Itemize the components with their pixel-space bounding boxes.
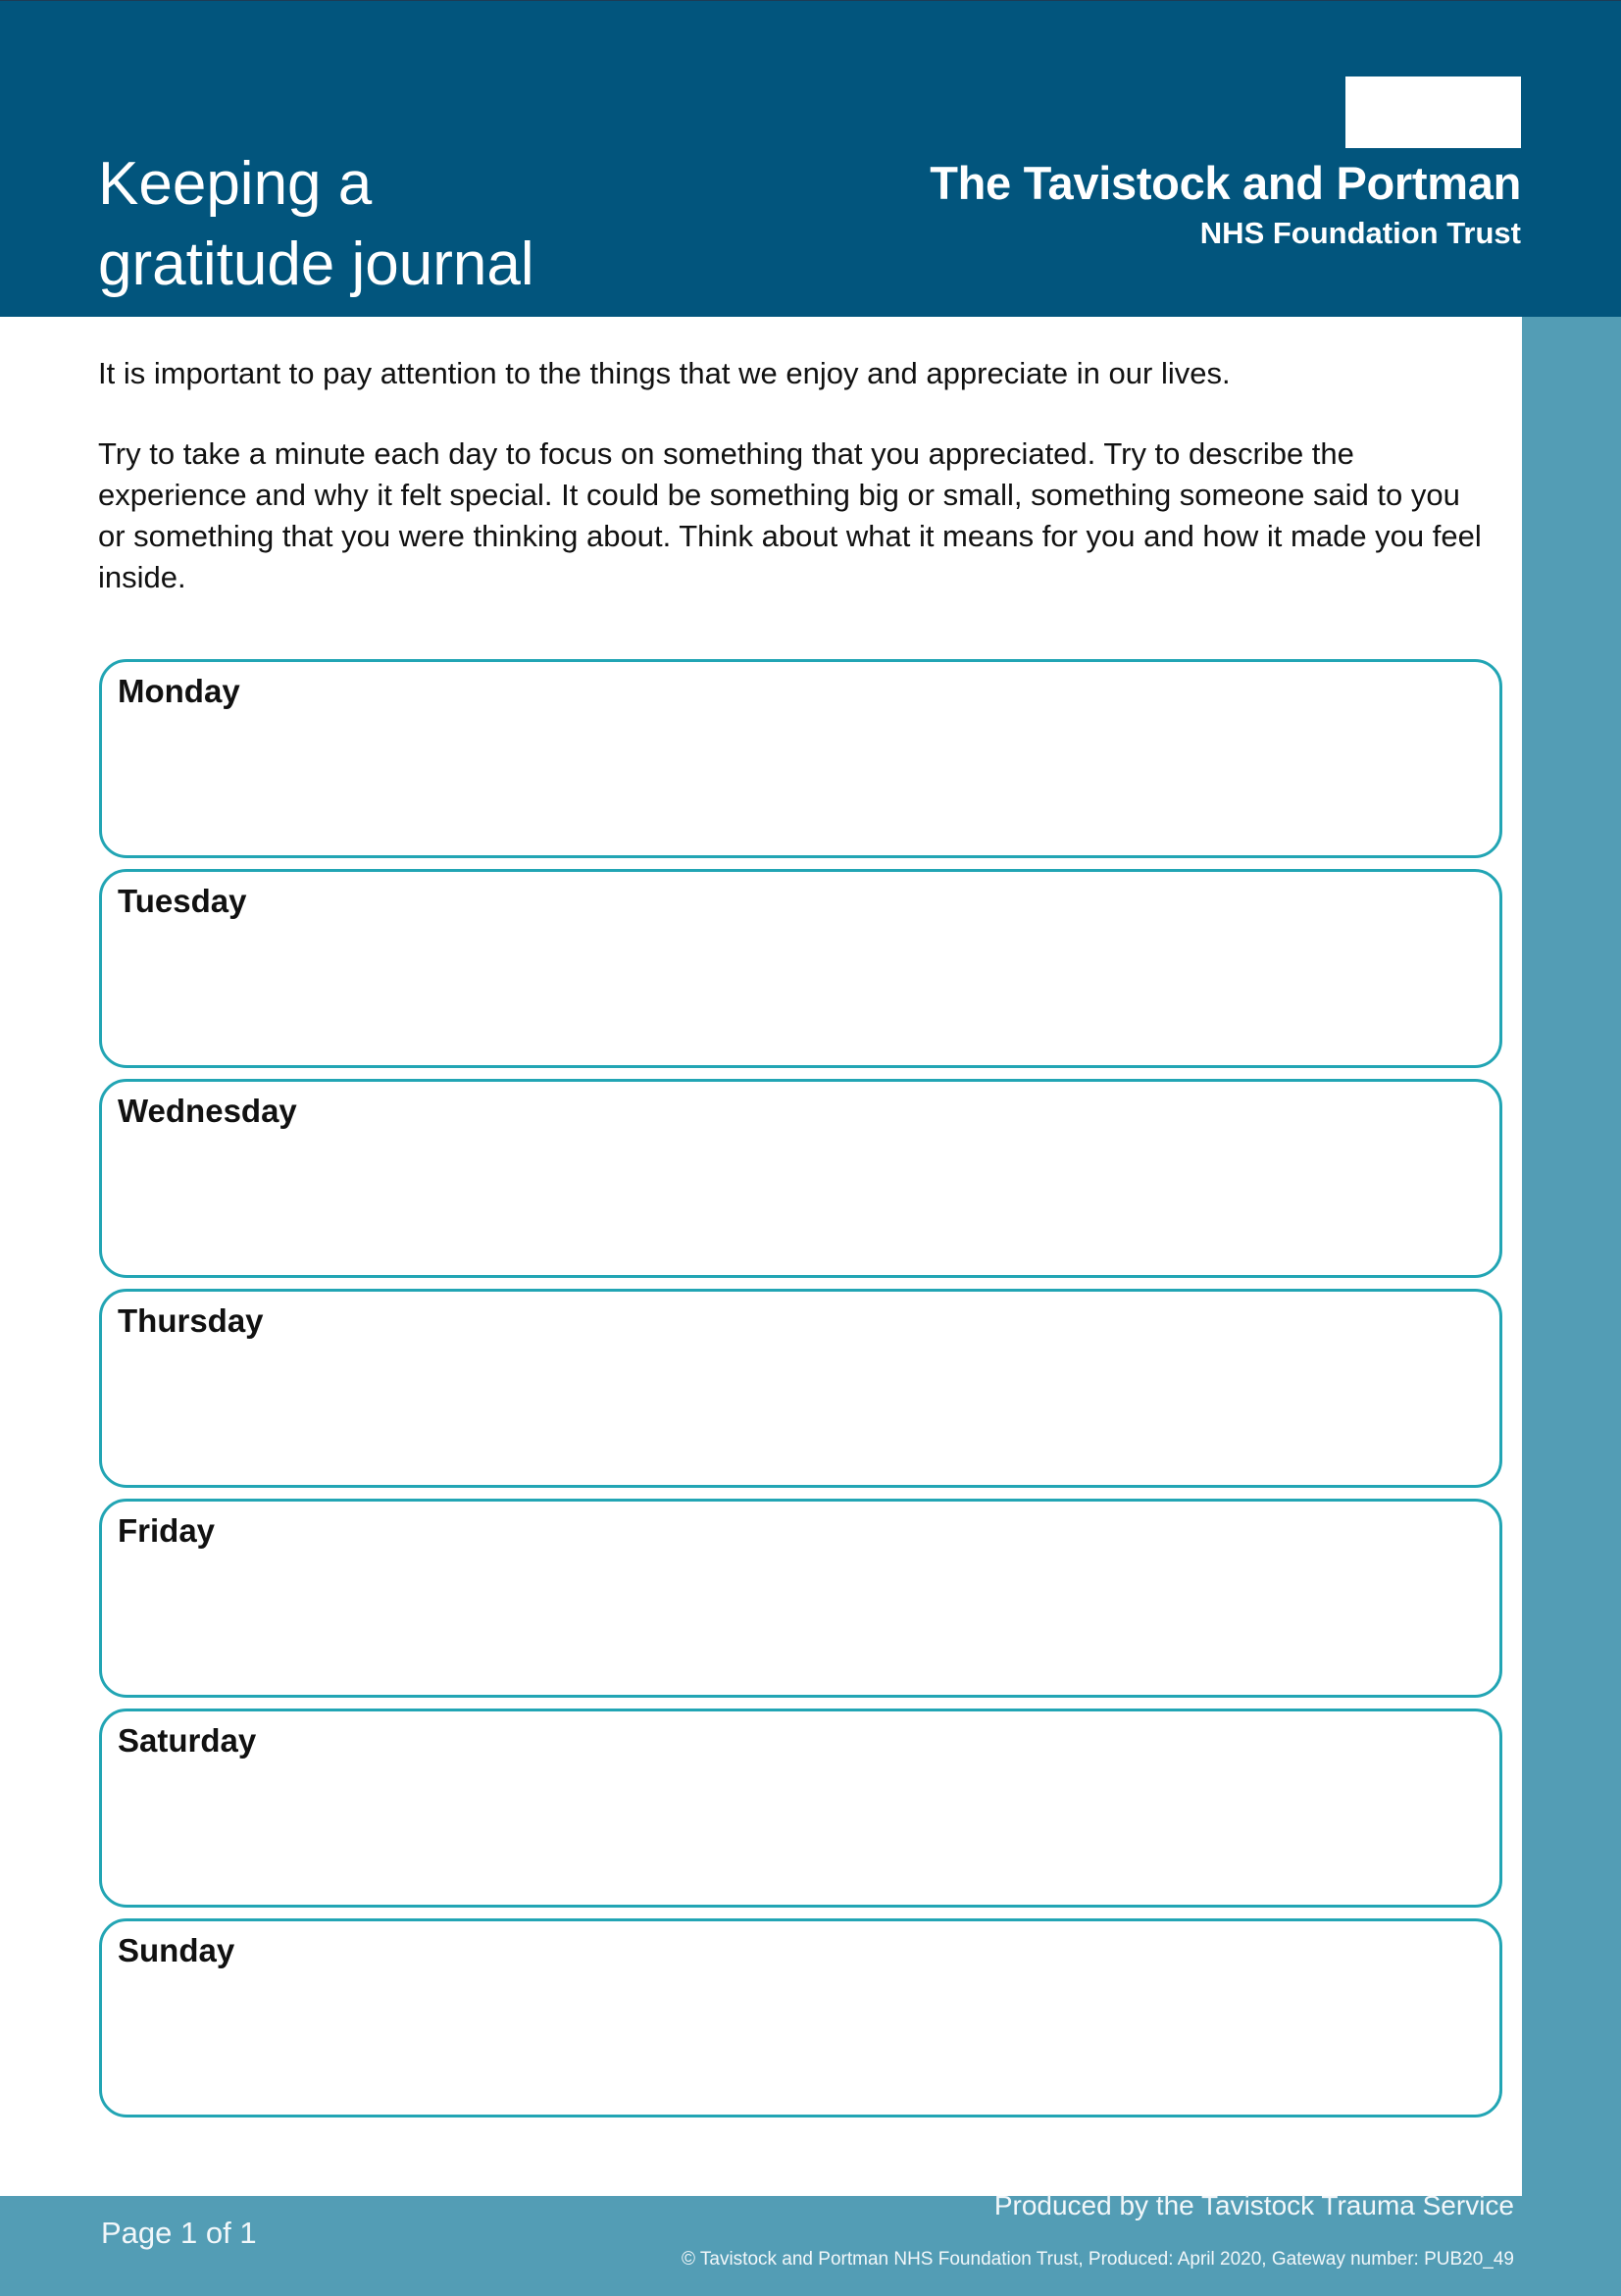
intro-paragraph-1: It is important to pay attention to the things that we enjoy and appreciate in our lives.: [98, 356, 1231, 390]
journal-entry-thursday[interactable]: [99, 1289, 1502, 1488]
page-header: [0, 0, 1621, 317]
day-label: Saturday: [118, 1722, 257, 1759]
organization-name: The Tavistock and Portman: [930, 157, 1521, 209]
day-label: Thursday: [118, 1302, 264, 1339]
page-title: [98, 144, 534, 305]
day-label: Tuesday: [118, 883, 247, 919]
journal-entry-tuesday[interactable]: [99, 869, 1502, 1068]
intro-paragraph-2: Try to take a minute each day to focus on something that you appreciated. Try to describe the experience and why it felt special. It could be something big or small, something someone said to you or something that you were thinking about. Think about what it means for you and how it made you feel inside.: [98, 436, 1482, 594]
nhs-logo-icon: [1345, 77, 1521, 148]
day-label: Monday: [118, 673, 240, 709]
journal-entry-sunday[interactable]: [99, 1918, 1502, 2117]
page-title-line-2: gratitude journal: [98, 230, 534, 298]
journal-days: [99, 659, 1502, 2128]
journal-entry-saturday[interactable]: [99, 1709, 1502, 1908]
journal-entry-monday[interactable]: [99, 659, 1502, 858]
day-label: Friday: [118, 1512, 216, 1549]
page-number: Page 1 of 1: [101, 2216, 257, 2250]
organization-subtitle: NHS Foundation Trust: [1199, 216, 1521, 250]
produced-by-text: Produced by the Tavistock Trauma Service: [993, 2190, 1514, 2220]
journal-entry-wednesday[interactable]: [99, 1079, 1502, 1278]
journal-entry-friday[interactable]: [99, 1499, 1502, 1698]
day-label: Sunday: [118, 1932, 235, 1968]
copyright-text: © Tavistock and Portman NHS Foundation Trust, Produced: April 2020, Gateway number: PUB20_49: [681, 2249, 1514, 2270]
decorative-side-bar: [1522, 317, 1621, 2296]
day-label: Wednesday: [118, 1093, 297, 1129]
intro-text: [98, 353, 1491, 598]
page-title-line-1: Keeping a: [98, 150, 373, 218]
